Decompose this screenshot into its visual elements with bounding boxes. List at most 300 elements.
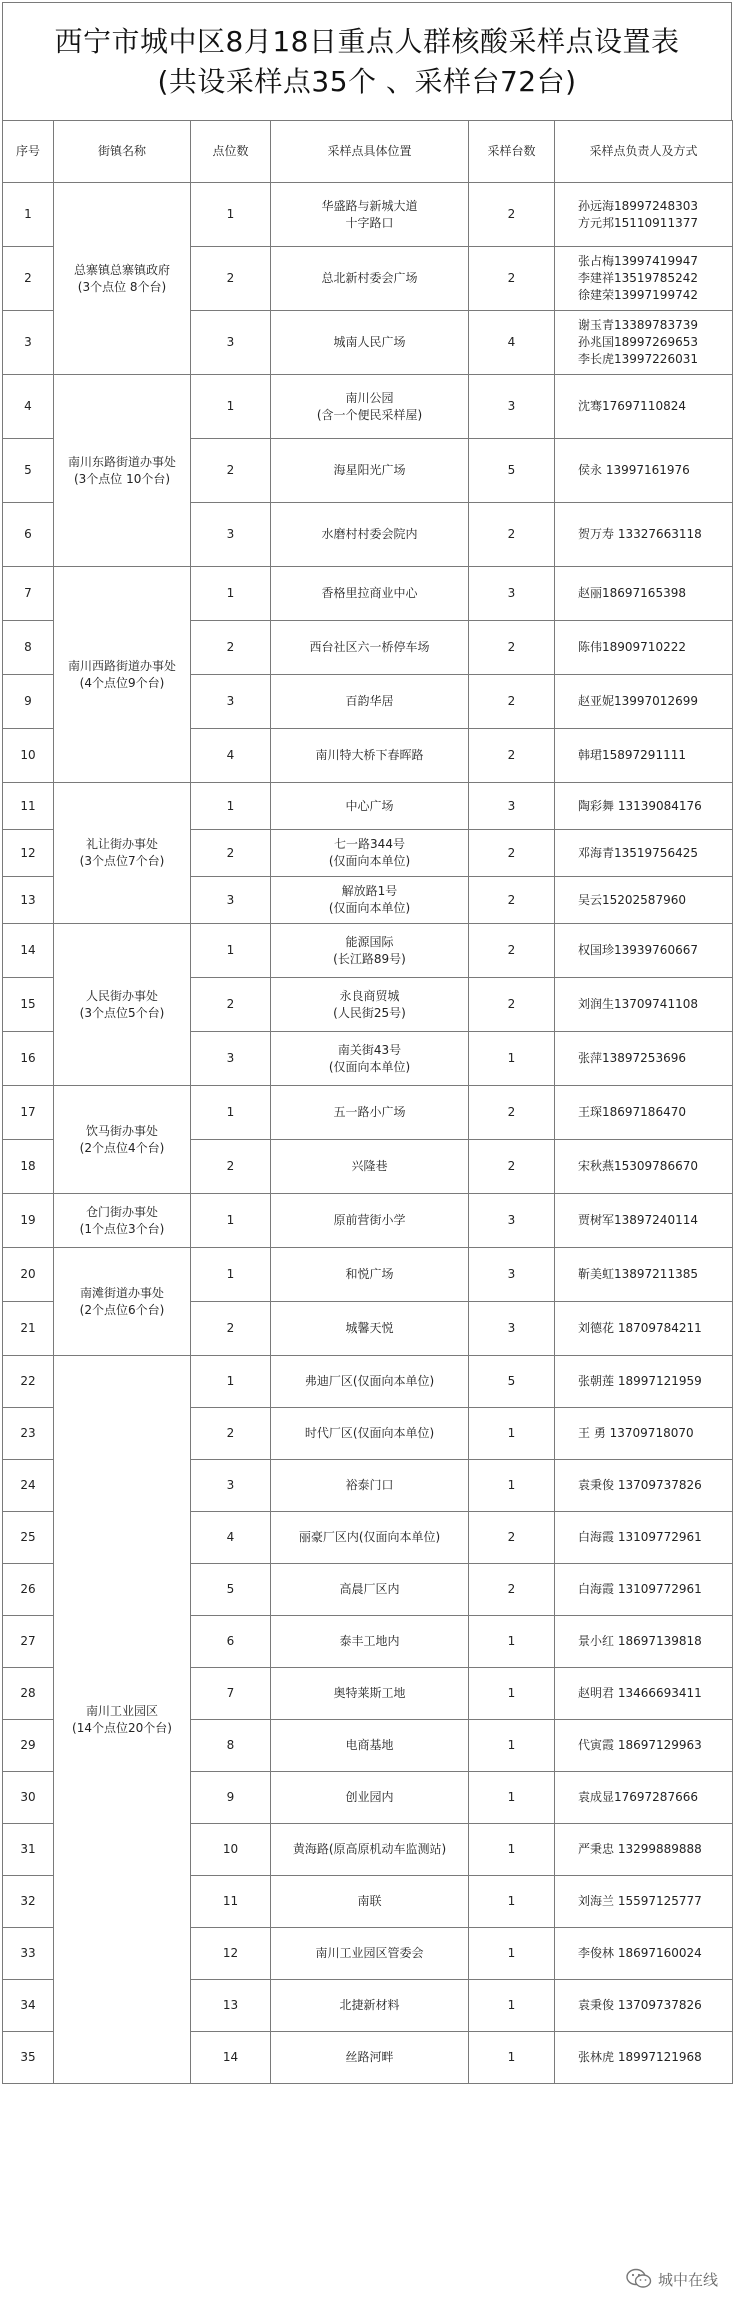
header-cell: 点位数 — [191, 121, 271, 183]
location-line: 五一路小广场 — [333, 1105, 406, 1119]
street-name-line: 饮马街办事处 — [85, 1123, 158, 1138]
point-number: 1 — [191, 1248, 271, 1302]
point-number: 2 — [191, 978, 271, 1032]
contact-info — [555, 1720, 733, 1772]
sampling-table-count: 2 — [469, 621, 555, 675]
sampling-location — [271, 978, 469, 1032]
contact-info — [555, 503, 733, 567]
sampling-location — [271, 567, 469, 621]
location-line: 北捷新材料 — [339, 1998, 400, 2012]
sampling-table-count: 1 — [469, 2032, 555, 2084]
location-line: (含一个便民采样屋) — [316, 407, 423, 422]
street-name — [54, 183, 191, 375]
location-line: 黄海路(原高原机动车监测站) — [292, 1842, 447, 1856]
contact-line: 贺万寿 13327663118 — [578, 527, 702, 541]
contact-line: 袁秉俊 13709737826 — [578, 1478, 702, 1492]
sampling-location — [271, 1720, 469, 1772]
contact-line: 刘润生13709741108 — [578, 997, 698, 1011]
wechat-logo-icon — [626, 2268, 652, 2290]
sampling-table-count: 1 — [469, 1720, 555, 1772]
point-number: 2 — [191, 1140, 271, 1194]
contact-info — [555, 830, 733, 877]
point-number: 1 — [191, 924, 271, 978]
street-name-line: 南川工业园区 — [85, 1703, 158, 1718]
point-number: 1 — [191, 375, 271, 439]
header-cell: 采样点负责人及方式 — [555, 121, 733, 183]
contact-line: 沈骞17697110824 — [578, 399, 686, 413]
location-line: 中心广场 — [345, 798, 394, 813]
street-name — [54, 1356, 191, 2084]
row-number: 10 — [3, 729, 54, 783]
location-line: 南川工业园区管委会 — [315, 1946, 424, 1960]
location-line: 泰丰工地内 — [339, 1634, 400, 1648]
sampling-location — [271, 1876, 469, 1928]
contact-info — [555, 1086, 733, 1140]
sampling-table-count: 1 — [469, 1032, 555, 1086]
table-row — [3, 1356, 733, 1408]
contact-info — [555, 924, 733, 978]
street-name — [54, 1248, 191, 1356]
point-number: 5 — [191, 1564, 271, 1616]
sampling-table-count: 3 — [469, 783, 555, 830]
location-line: 西台社区六一桥停车场 — [309, 640, 430, 654]
contact-line: 李建祥13519785242 — [578, 271, 698, 285]
sampling-table-count: 2 — [469, 1140, 555, 1194]
street-name-line: 人民街办事处 — [85, 988, 158, 1003]
sampling-location — [271, 1248, 469, 1302]
sampling-table-count: 5 — [469, 439, 555, 503]
point-number: 1 — [191, 1086, 271, 1140]
contact-line: 袁秉俊 13709737826 — [578, 1998, 702, 2012]
row-number: 30 — [3, 1772, 54, 1824]
row-number: 5 — [3, 439, 54, 503]
contact-line: 王琛18697186470 — [578, 1105, 686, 1119]
contact-info — [555, 978, 733, 1032]
sampling-table-count: 1 — [469, 1408, 555, 1460]
contact-line: 王 勇 13709718070 — [578, 1426, 694, 1440]
street-name-line: (4个点位9个台) — [79, 675, 165, 690]
row-number: 26 — [3, 1564, 54, 1616]
point-number: 1 — [191, 783, 271, 830]
row-number: 29 — [3, 1720, 54, 1772]
contact-line: 景小红 18697139818 — [578, 1634, 702, 1648]
sampling-table-count: 1 — [469, 1824, 555, 1876]
sampling-table-count: 1 — [469, 1460, 555, 1512]
contact-line: 李俊林 18697160024 — [578, 1946, 702, 1960]
sampling-table-count: 1 — [469, 1980, 555, 2032]
contact-line: 徐建荣13997199742 — [578, 288, 698, 302]
contact-line: 陈伟18909710222 — [578, 640, 686, 654]
location-line: 解放路1号 — [341, 884, 398, 898]
sampling-table-count: 2 — [469, 1086, 555, 1140]
location-line: 南川公园 — [345, 390, 394, 405]
location-line: 七一路344号 — [334, 837, 405, 851]
location-line: (仅面向本单位) — [328, 901, 411, 915]
location-line: 十字路口 — [345, 215, 394, 230]
contact-line: 陶彩舞 13139084176 — [578, 798, 702, 813]
street-name — [54, 924, 191, 1086]
table-row — [3, 783, 733, 830]
sampling-table-count: 2 — [469, 247, 555, 311]
point-number: 2 — [191, 439, 271, 503]
location-line: 兴隆巷 — [351, 1159, 388, 1173]
row-number: 32 — [3, 1876, 54, 1928]
row-number: 17 — [3, 1086, 54, 1140]
sampling-location — [271, 1616, 469, 1668]
point-number: 1 — [191, 567, 271, 621]
contact-info — [555, 247, 733, 311]
point-number: 2 — [191, 1302, 271, 1356]
street-name-line: (2个点位4个台) — [79, 1140, 165, 1155]
point-number: 10 — [191, 1824, 271, 1876]
contact-info — [555, 1772, 733, 1824]
point-number: 2 — [191, 247, 271, 311]
location-line: 总北新村委会广场 — [321, 271, 418, 285]
sampling-location — [271, 1980, 469, 2032]
location-line: 香格里拉商业中心 — [321, 586, 418, 600]
contact-info — [555, 783, 733, 830]
sampling-table-count: 2 — [469, 675, 555, 729]
row-number: 18 — [3, 1140, 54, 1194]
sampling-table-count: 2 — [469, 1512, 555, 1564]
contact-line: 方元邦15110911377 — [578, 215, 698, 230]
row-number: 1 — [3, 183, 54, 247]
row-number: 22 — [3, 1356, 54, 1408]
row-number: 16 — [3, 1032, 54, 1086]
contact-line: 孙远海18997248303 — [578, 198, 698, 213]
location-line: 城南人民广场 — [333, 335, 406, 349]
location-line: (长江路89号) — [333, 951, 406, 966]
contact-info — [555, 877, 733, 924]
sampling-table-count: 3 — [469, 1302, 555, 1356]
street-name-line: 总寨镇总寨镇政府 — [73, 262, 170, 277]
location-line: 海星阳光广场 — [333, 463, 406, 477]
point-number: 6 — [191, 1616, 271, 1668]
contact-info — [555, 1616, 733, 1668]
sampling-table-count: 2 — [469, 830, 555, 877]
contact-info — [555, 1460, 733, 1512]
contact-info — [555, 375, 733, 439]
contact-info — [555, 1248, 733, 1302]
table-row — [3, 567, 733, 621]
row-number: 4 — [3, 375, 54, 439]
watermark-text: 城中在线 — [657, 2270, 718, 2289]
point-number: 3 — [191, 503, 271, 567]
row-number: 15 — [3, 978, 54, 1032]
location-line: 南川特大桥下春晖路 — [315, 748, 424, 762]
row-number: 25 — [3, 1512, 54, 1564]
sampling-location — [271, 783, 469, 830]
street-name-line: (1个点位3个台) — [79, 1221, 165, 1236]
sampling-location — [271, 621, 469, 675]
street-name — [54, 375, 191, 567]
location-line: 城馨天悦 — [345, 1321, 394, 1335]
contact-line: 孙兆国18997269653 — [578, 335, 698, 349]
contact-line: 韩珺15897291111 — [578, 748, 686, 762]
contact-info — [555, 1356, 733, 1408]
point-number: 14 — [191, 2032, 271, 2084]
street-name-line: 仓门街办事处 — [85, 1204, 158, 1219]
row-number: 24 — [3, 1460, 54, 1512]
sampling-location — [271, 1356, 469, 1408]
location-line: 原前营街小学 — [333, 1213, 406, 1227]
location-line: 创业园内 — [345, 1790, 394, 1804]
street-name-line: (14个点位20个台) — [72, 1720, 172, 1735]
sampling-location — [271, 1086, 469, 1140]
row-number: 34 — [3, 1980, 54, 2032]
contact-info — [555, 1408, 733, 1460]
sampling-table-count: 1 — [469, 1616, 555, 1668]
street-name — [54, 1086, 191, 1194]
row-number: 27 — [3, 1616, 54, 1668]
row-number: 7 — [3, 567, 54, 621]
schedule-sheet — [2, 2, 732, 2304]
street-name — [54, 567, 191, 783]
point-number: 12 — [191, 1928, 271, 1980]
contact-line: 刘海兰 15597125777 — [578, 1894, 702, 1908]
location-line: 高晨厂区内 — [339, 1582, 400, 1596]
contact-line: 吴云15202587960 — [578, 892, 686, 907]
location-line: 水磨村村委会院内 — [321, 527, 418, 541]
row-number: 12 — [3, 830, 54, 877]
point-number: 1 — [191, 1356, 271, 1408]
sampling-table-count: 1 — [469, 1668, 555, 1720]
sampling-location — [271, 183, 469, 247]
sampling-location — [271, 1460, 469, 1512]
contact-info — [555, 1194, 733, 1248]
sampling-location — [271, 1564, 469, 1616]
sampling-location — [271, 1512, 469, 1564]
title-block — [2, 2, 732, 120]
row-number: 9 — [3, 675, 54, 729]
contact-info — [555, 1302, 733, 1356]
contact-info — [555, 1668, 733, 1720]
sampling-location — [271, 1668, 469, 1720]
contact-line: 张萍13897253696 — [578, 1051, 686, 1065]
contact-info — [555, 439, 733, 503]
table-row — [3, 1248, 733, 1302]
table-row — [3, 183, 733, 247]
contact-info — [555, 1928, 733, 1980]
location-line: 丽豪厂区内(仅面向本单位) — [298, 1530, 441, 1544]
street-name — [54, 783, 191, 924]
sampling-location — [271, 2032, 469, 2084]
location-line: 丝路河畔 — [345, 2050, 394, 2064]
row-number: 6 — [3, 503, 54, 567]
street-name-line: 礼让街办事处 — [85, 837, 158, 851]
street-name-line: (3个点位5个台) — [79, 1005, 165, 1020]
contact-info — [555, 675, 733, 729]
contact-line: 张林虎 18997121968 — [578, 2050, 702, 2064]
row-number: 2 — [3, 247, 54, 311]
location-line: (人民街25号) — [333, 1005, 406, 1020]
sampling-location — [271, 675, 469, 729]
contact-line: 权国珍13939760667 — [578, 943, 698, 957]
row-number: 19 — [3, 1194, 54, 1248]
contact-line: 宋秋燕15309786670 — [578, 1159, 698, 1173]
sampling-location — [271, 1140, 469, 1194]
point-number: 2 — [191, 830, 271, 877]
row-number: 28 — [3, 1668, 54, 1720]
contact-info — [555, 1564, 733, 1616]
street-name — [54, 1194, 191, 1248]
sampling-table-count: 2 — [469, 978, 555, 1032]
contact-info — [555, 311, 733, 375]
sampling-location — [271, 311, 469, 375]
header-cell: 采样台数 — [469, 121, 555, 183]
sampling-table-count: 1 — [469, 1928, 555, 1980]
location-line: (仅面向本单位) — [328, 854, 411, 868]
point-number: 3 — [191, 1032, 271, 1086]
contact-line: 侯永 13997161976 — [578, 463, 690, 477]
sampling-location — [271, 729, 469, 783]
contact-line: 李长虎13997226031 — [578, 352, 698, 366]
point-number: 9 — [191, 1772, 271, 1824]
contact-info — [555, 1876, 733, 1928]
contact-info — [555, 1032, 733, 1086]
contact-line: 赵明君 13466693411 — [578, 1686, 702, 1700]
point-number: 2 — [191, 621, 271, 675]
sampling-table-count: 3 — [469, 375, 555, 439]
point-number: 1 — [191, 1194, 271, 1248]
sampling-table-count: 5 — [469, 1356, 555, 1408]
row-number: 8 — [3, 621, 54, 675]
sampling-location — [271, 924, 469, 978]
point-number: 3 — [191, 1460, 271, 1512]
sampling-table-count: 4 — [469, 311, 555, 375]
point-number: 11 — [191, 1876, 271, 1928]
contact-line: 谢玉青13389783739 — [578, 318, 698, 332]
contact-line: 白海霞 13109772961 — [578, 1530, 702, 1544]
contact-line: 张占梅13997419947 — [578, 254, 698, 268]
contact-info — [555, 567, 733, 621]
contact-line: 靳美虹13897211385 — [578, 1267, 698, 1281]
point-number: 13 — [191, 1980, 271, 2032]
street-name-line: (2个点位6个台) — [79, 1302, 165, 1317]
contact-info — [555, 1824, 733, 1876]
contact-line: 袁成显17697287666 — [578, 1790, 698, 1804]
contact-info — [555, 621, 733, 675]
point-number: 1 — [191, 183, 271, 247]
row-number: 35 — [3, 2032, 54, 2084]
table-row — [3, 375, 733, 439]
sampling-location — [271, 439, 469, 503]
location-line: 南联 — [357, 1894, 382, 1908]
location-line: 奥特莱斯工地 — [333, 1686, 406, 1700]
sampling-table-count: 1 — [469, 1876, 555, 1928]
location-line: 华盛路与新城大道 — [321, 198, 418, 213]
sampling-location — [271, 1408, 469, 1460]
contact-line: 代寅霞 18697129963 — [578, 1738, 702, 1752]
street-name-line: 南川东路街道办事处 — [67, 454, 176, 469]
sampling-table-count: 2 — [469, 1564, 555, 1616]
contact-line: 刘德花 18709784211 — [578, 1321, 702, 1335]
watermark — [626, 2268, 718, 2290]
page-title: 西宁市城中区8月18日重点人群核酸采样点设置表 — [54, 24, 680, 58]
sampling-location — [271, 247, 469, 311]
street-name-line: (3个点位7个台) — [79, 854, 165, 868]
sampling-table-count: 3 — [469, 1194, 555, 1248]
contact-info — [555, 1512, 733, 1564]
row-number: 3 — [3, 311, 54, 375]
sampling-location — [271, 1302, 469, 1356]
location-line: (仅面向本单位) — [328, 1059, 411, 1074]
street-name-line: (3个点位 8个台) — [77, 279, 167, 294]
sampling-location — [271, 1928, 469, 1980]
sampling-location — [271, 1194, 469, 1248]
sampling-table-count: 2 — [469, 729, 555, 783]
contact-info — [555, 2032, 733, 2084]
point-number: 4 — [191, 729, 271, 783]
point-number: 3 — [191, 311, 271, 375]
row-number: 33 — [3, 1928, 54, 1980]
row-number: 20 — [3, 1248, 54, 1302]
contact-info — [555, 183, 733, 247]
sampling-location — [271, 1032, 469, 1086]
row-number: 21 — [3, 1302, 54, 1356]
contact-line: 赵丽18697165398 — [578, 586, 686, 600]
table-row — [3, 924, 733, 978]
location-line: 弗迪厂区(仅面向本单位) — [304, 1374, 435, 1388]
table-row — [3, 1086, 733, 1140]
header-cell: 采样点具体位置 — [271, 121, 469, 183]
row-number: 13 — [3, 877, 54, 924]
sampling-location — [271, 1824, 469, 1876]
location-line: 永良商贸城 — [339, 988, 400, 1003]
header-cell: 街镇名称 — [54, 121, 191, 183]
page-subtitle: (共设采样点35个 、采样台72台) — [157, 64, 577, 98]
contact-line: 严秉忠 13299889888 — [578, 1842, 702, 1856]
street-name-line: (3个点位 10个台) — [73, 471, 171, 486]
sampling-table-count: 3 — [469, 1248, 555, 1302]
table-row — [3, 1194, 733, 1248]
contact-line: 赵亚妮13997012699 — [578, 694, 698, 708]
contact-line: 白海霞 13109772961 — [578, 1582, 702, 1596]
street-name-line: 南川西路街道办事处 — [67, 658, 176, 673]
street-name-line: 南滩街道办事处 — [79, 1285, 164, 1300]
location-line: 时代厂区(仅面向本单位) — [304, 1426, 435, 1440]
point-number: 2 — [191, 1408, 271, 1460]
sampling-table — [2, 120, 733, 2084]
location-line: 和悦广场 — [345, 1267, 394, 1281]
point-number: 3 — [191, 675, 271, 729]
header-row — [3, 121, 733, 183]
contact-line: 张朝莲 18997121959 — [578, 1374, 702, 1388]
contact-info — [555, 1980, 733, 2032]
location-line: 南关街43号 — [337, 1042, 402, 1057]
sampling-location — [271, 1772, 469, 1824]
contact-info — [555, 729, 733, 783]
point-number: 7 — [191, 1668, 271, 1720]
row-number: 11 — [3, 783, 54, 830]
point-number: 8 — [191, 1720, 271, 1772]
sampling-location — [271, 830, 469, 877]
contact-line: 贾树军13897240114 — [578, 1213, 698, 1227]
location-line: 裕泰门口 — [345, 1478, 394, 1492]
row-number: 23 — [3, 1408, 54, 1460]
contact-line: 邓海青13519756425 — [578, 845, 698, 860]
point-number: 4 — [191, 1512, 271, 1564]
header-cell: 序号 — [3, 121, 54, 183]
sampling-location — [271, 877, 469, 924]
row-number: 31 — [3, 1824, 54, 1876]
sampling-table-count: 2 — [469, 183, 555, 247]
row-number: 14 — [3, 924, 54, 978]
sampling-table-count: 2 — [469, 924, 555, 978]
point-number: 3 — [191, 877, 271, 924]
contact-info — [555, 1140, 733, 1194]
location-line: 能源国际 — [345, 934, 394, 949]
